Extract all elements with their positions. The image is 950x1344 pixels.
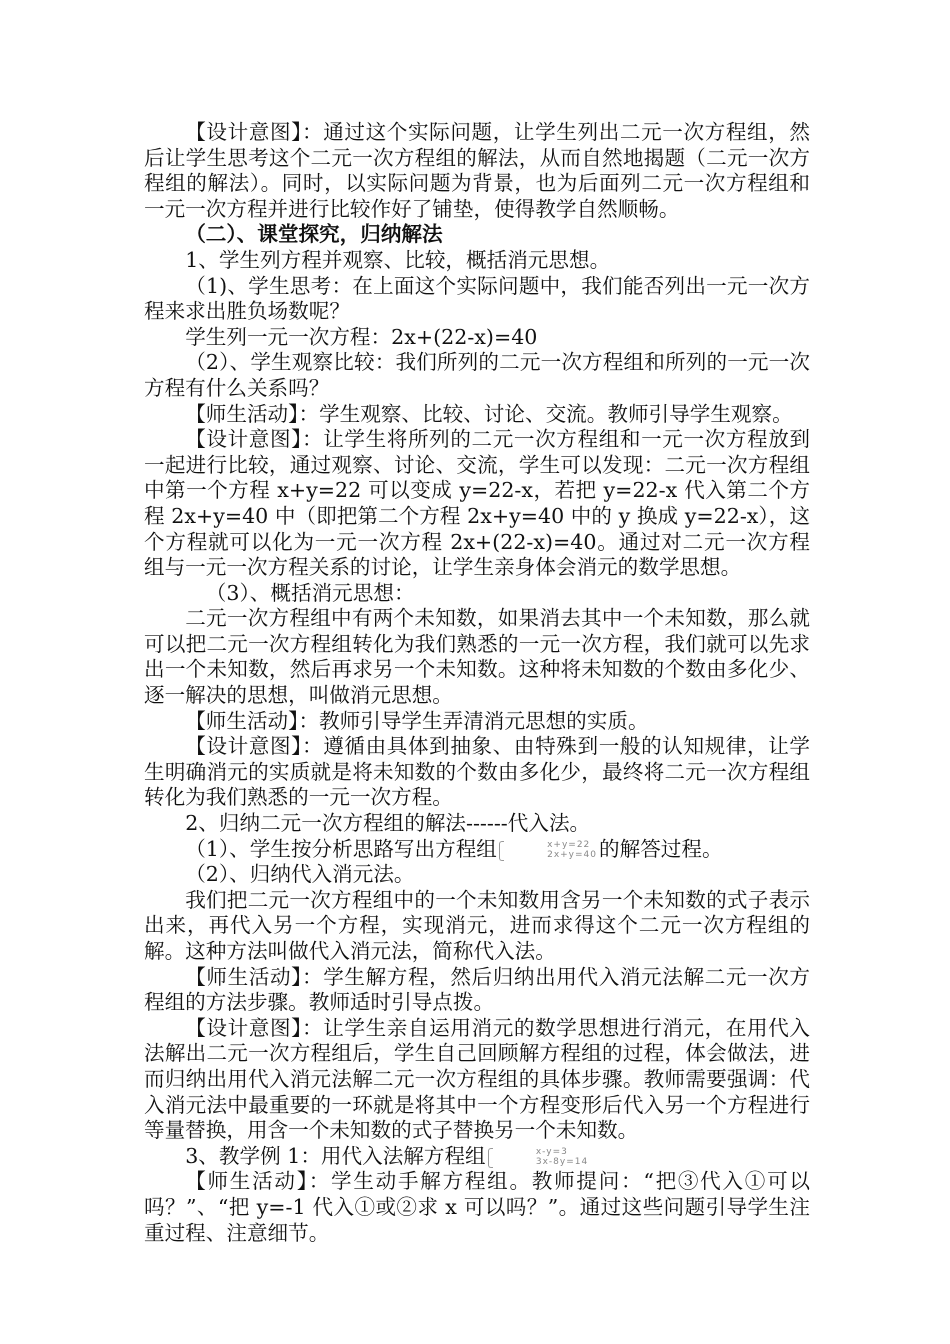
equation-system [488, 1147, 589, 1168]
paragraph-text: ：学生观察、比较、讨论、交流。教师引导学生观察。 [298, 401, 793, 426]
section-heading: （二）、课堂探究，归纳解法 [185, 222, 443, 247]
paragraph-activity-2 [144, 709, 810, 735]
equation-row: x-y=3 [535, 1146, 568, 1157]
paragraph-text: 3、教学例 1：用代入法解方程组 [185, 1143, 486, 1168]
paragraph-activity-4 [144, 1169, 810, 1246]
paragraph-design-intent-1 [144, 120, 810, 222]
equation-row: x+y=22 [547, 839, 591, 850]
equation-row: 3x-8y=14 [535, 1156, 589, 1167]
lead-label: 【设计意图】 [185, 1015, 303, 1040]
paragraph-substitution-definition: 我们把二元一次方程组中的一个未知数用含另一个未知数的式子表示出来，再代入另一个方程，实现消元，进而求得这个二元一次方程组的解。这种方法叫做代入消元法，简称代入法。 [144, 887, 810, 963]
paragraph-activity-3 [144, 965, 810, 1016]
lead-label: 【师生活动】 [185, 1169, 309, 1194]
paragraph-text: ：学生动手解方程组。教师提问：“把③代入①可以吗？”、“把 y=-1 代入①或②求 x 可以吗？”。通过这些问题引导学生注重过程、注意细节。 [144, 1169, 811, 1245]
document-page [144, 120, 810, 1246]
paragraph-linear-equation: 学生列一元一次方程：2x+(22-x)=40 [185, 324, 538, 349]
paragraph-write-solution [144, 837, 810, 863]
lead-label: 【师生活动】 [185, 401, 299, 426]
paragraph-student-compare: （2）、学生观察比较：我们所列的二元一次方程组和所列的一元一次方程有什么关系吗？ [144, 350, 810, 400]
paragraph-design-intent-2 [144, 427, 810, 581]
paragraph-text: 的解答过程。 [599, 836, 723, 861]
equation-system [499, 840, 597, 861]
paragraph-text: ：让学生亲自运用消元的数学思想进行消元，在用代入法解出二元一次方程组后，学生自己回顾解方程组的过程，体会做法，进而归纳出用代入消元法解二元一次方程组的具体步骤。教师需要强调：代入消元法中最重要的一环就是将其中一个方程变形后代入另一个方程进行等量替换，用含一个未知数的式子替换另一个未知数。 [144, 1015, 810, 1143]
equation-row: 2x+y=40 [547, 849, 598, 860]
paragraph-student-think: （1)、学生思考：在上面这个实际问题中，我们能否列出一元一次方程来求出胜负场数呢？ [144, 273, 810, 324]
paragraph-activity-1 [144, 402, 810, 428]
paragraph-elimination-idea: 二元一次方程组中有两个未知数，如果消去其中一个未知数，那么就可以把二元一次方程组转化为我们熟悉的一元一次方程，我们就可以先求出一个未知数，然后再求另一个未知数。这种将未知数的个数由多化少、逐一解决的思想，叫做消元思想。 [144, 606, 810, 708]
paragraph-text: （1）、学生按分析思路写出方程组 [185, 836, 497, 861]
lead-label: 【师生活动】 [185, 964, 303, 989]
lead-label: 【设计意图】 [185, 427, 303, 452]
paragraph-substitution-summary: （2）、归纳代入消元法。 [185, 862, 415, 887]
paragraph-text: ：遵循由具体到抽象、由特殊到一般的认知规律，让学生明确消元的实质就是将未知数的个数由多化少，最终将二元一次方程组转化为我们熟悉的一元一次方程。 [144, 734, 810, 810]
paragraph-design-intent-4 [144, 1016, 810, 1144]
lead-label: 【师生活动】 [185, 708, 299, 733]
paragraph-text: ：教师引导学生弄清消元思想的实质。 [298, 708, 649, 733]
paragraph-text: 通过这个实际问题，让学生列出二元一次方程组，然后让学生思考这个二元一次方程组的解法，从而自然地揭题（二元一次方程组的解法）。同时，以实际问题为背景，也为后面列二元一次方程组和一元一次方程并进行比较作好了铺垫，使得教学自然顺畅。 [144, 120, 810, 221]
paragraph-step-1: 1、学生列方程并观察、比较，概括消元思想。 [185, 247, 611, 272]
paragraph-example-1 [144, 1144, 810, 1170]
lead-label: 【设计意图】： [185, 120, 324, 144]
paragraph-text: ：让学生将所列的二元一次方程组和一元一次方程放到一起进行比较，通过观察、讨论、交流，学生可以发现：二元一次方程组中第一个方程 x+y=22 可以变成 y=22-x，若把 y=22-x 代入第二个方程 2x+y=40 中（即把第二个方程 2x+y=40 中的 y 换成 y=22-x），这个方程就可以化为一元一次方程 2x+(22-x)=40。通过对二元一次方程组与一元一次方程关系的讨论，让学生亲身体会消元的数学思想。 [144, 427, 810, 580]
paragraph-step-2: 2、归纳二元一次方程组的解法------代入法。 [185, 811, 591, 836]
paragraph-design-intent-3 [144, 734, 810, 811]
brace-icon [488, 1148, 493, 1168]
brace-icon [499, 841, 504, 861]
lead-label: 【设计意图】 [185, 734, 303, 759]
paragraph-text: ：学生解方程，然后归纳出用代入消元法解二元一次方程组的方法步骤。教师适时引导点拨。 [144, 964, 810, 1015]
paragraph-summarize-idea: （3）、概括消元思想： [205, 580, 415, 605]
